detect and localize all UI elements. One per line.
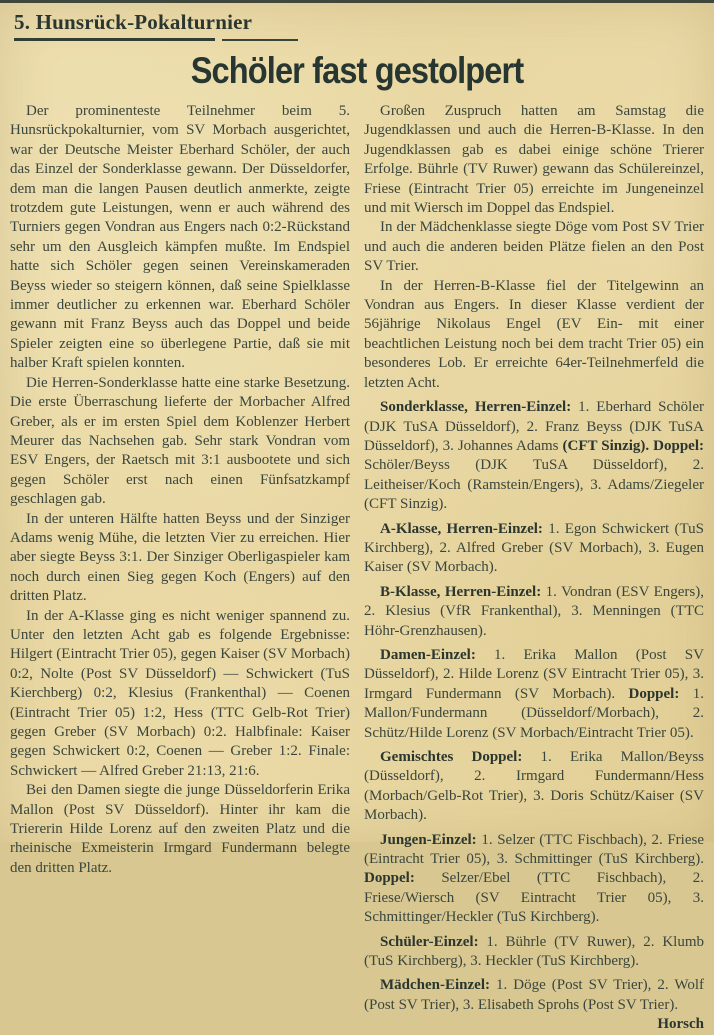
results-maedchen: Mädchen-Einzel: 1. Döge (Post SV Trier), 2. Wolf (Post SV Trier), 3. Elisabeth Sprohs (Post SV Trier). Horsch xyxy=(364,976,704,1015)
headline: Schöler fast gestolpert xyxy=(190,50,524,91)
right-column xyxy=(364,102,704,1035)
paragraph-sonderklasse: Die Herren-Sonderklasse hatte eine starke Besetzung. Die erste Überraschung lieferte der Morbacher Alfred Greber, als er im ersten Spiel dem Koblenzer Herbert Meurer das Nachsehen gab. Sehr stark Vondran vom ESV Engers, der Raetsch mit 3:1 ausbootete und sich gegen Schöler erst nach einen Fünfsatzkampf geschlagen gab. xyxy=(10,374,350,508)
paragraph-untere-haelfte: In der unteren Hälfte hatten Beyss und der Sinziger Adams wenig Mühe, die letzten Vier zu erreichen. Hier aber siegte Beyss 3:1. Der Sinziger Oberligaspieler kam noch durch einen Sieg gegen Koch (Engers) auf den dritten Platz. xyxy=(10,510,350,605)
kicker-underline xyxy=(14,38,704,42)
article-body xyxy=(10,102,704,1035)
results-schueler: Schüler-Einzel: 1. Bührle (TV Ruwer), 2. Klumb (TuS Kirchberg), 3. Heckler (TuS Kirchberg). xyxy=(364,933,704,970)
author-signature: Horsch xyxy=(657,1016,704,1033)
results-gemischtes-doppel: Gemischtes Doppel: 1. Erika Mallon/Beyss (Düsseldorf), 2. Irmgard Fundermann/Hess (Morbach/Gelb-Rot Trier), 3. Doris Schütz/Kaiser (SV Morbach). xyxy=(364,749,705,824)
underline-segment-short xyxy=(222,39,298,41)
left-column xyxy=(10,102,350,1035)
paragraph-intro: Der prominenteste Teilnehmer beim 5. Hunsrückpokalturnier, vom SV Morbach ausgerichtet, war der Deutsche Meister Eberhard Schöler, der auch das Einzel der Sonderklasse gewann. Der Düsseldorfer, dem man die langen Pausen deutlich anmerkte, zeigte trotzdem gute Leistungen, wenn er auch während des Turniers gegen Vondran aus Engers nach 0:2-Rückstand sehr um den Ausgleich kämpfen mußte. Im Endspiel hatte sich Schöler gegen seinen Vereinskameraden Beyss wieder so steigern können, daß seine Spielklasse immer deutlicher zu erkennen war. Eberhard Schöler gewann mit Franz Beyss auch das Doppel und beide Spieler zeigten eine so überlegene Partie, daß sie mit halber Kraft spielen konnten. xyxy=(10,103,350,372)
paragraph-herren-b-klasse: In der Herren-B-Klasse fiel der Titelgewinn an Vondran aus Engers. In dieser Klasse verdient der 56jährige Nikolaus Engel (EV Ein- mit einer beachtlichen Leistung noch bei dem tracht Trier 05) ein besonderes Lob. Er erreichte 64er-Teilnehmerfeld die letzten Acht. xyxy=(364,277,704,391)
results-a-klasse: A-Klasse, Herren-Einzel: 1. Egon Schwickert (TuS Kirchberg), 2. Alfred Greber (SV Morbach), 3. Eugen Kaiser (SV Morbach). xyxy=(364,520,704,576)
paragraph-damen: Bei den Damen siegte die junge Düsseldorferin Erika Mallon (Post SV Düsseldorf). Hinter ihr kam die Triererin Hilde Lorenz auf den zweiten Platz und die rheinische Exmeisterin Irmgard Fundermann belegte den dritten Platz. xyxy=(10,782,350,876)
paragraph-a-klasse: In der A-Klasse ging es nicht weniger spannend zu. Unter den letzten Acht gab es folgende Ergebnisse: Hilgert (Eintracht Trier 05), gegen Kaiser (SV Morbach) 0:2, Nolte (Post SV Düsseldorf) — Schwickert (TuS Kierchberg) 0:2, Klesius (Frankenthal) — Coenen (Eintracht Trier 05) 1:2, Hess (TTC Gelb-Rot Trier) gegen Greber (SV Morbach) 0:2. Halbfinale: Kaiser gegen Schwickert 0:2, Coenen — Greber 1:2. Finale: Schwickert — Alfred Greber 21:13, 21:6. xyxy=(10,607,350,779)
results-b-klasse: B-Klasse, Herren-Einzel: 1. Vondran (ESV Engers), 2. Klesius (VfR Frankenthal), 3. Menningen (TTC Höhr-Grenzhausen). xyxy=(364,583,704,639)
kicker-title: 5. Hunsrück-Pokalturnier xyxy=(14,10,253,34)
results-damen: Damen-Einzel: 1. Erika Mallon (Post SV Düsseldorf), 2. Hilde Lorenz (SV Eintracht Trier 05), 3. Irmgard Fundermann (SV Morbach). Doppel: 1. Mallon/Fundermann (Düsseldorf/Morbach), 2. Schütz/Hilde Lorenz (SV Morbach/Eintracht Trier 05). xyxy=(364,646,704,741)
paragraph-jugendklassen: Großen Zuspruch hatten am Samstag die Jugendklassen und auch die Herren-B-Klasse. In den Jugendklassen gab es dabei einige schöne Trierer Erfolge. Bührle (TV Ruwer) gewann das Schülereinzel, Friese (Eintracht Trier 05) erreichte im Jungeneinzel und mit Wiersch im Doppel das Endspiel. xyxy=(364,103,704,217)
underline-segment-long xyxy=(14,38,215,41)
paragraph-maedchenklasse: In der Mädchenklasse siegte Döge vom Post SV Trier und auch die anderen beiden Plätze fielen an den Post SV Trier. xyxy=(364,219,704,275)
results-jungen: Jungen-Einzel: 1. Selzer (TTC Fischbach), 2. Friese (Eintracht Trier 05), 3. Schmittinger (TuS Kirchberg). Doppel: Selzer/Ebel (TTC Fischbach), 2. Friese/Wiersch (SV Eintracht Trier 05), 3. Schmittinger/Heckler (TuS Kirchberg). xyxy=(364,831,704,926)
results-sonderklasse: Sonderklasse, Herren-Einzel: 1. Eberhard Schöler (DJK TuSA Düsseldorf), 2. Franz Beyss (DJK TuSA Düsseldorf), 3. Johannes Adams (CFT Sinzig). Doppel: Schöler/Beyss (DJK TuSA Düsseldorf), 2. Leitheiser/Koch (Ramstein/Engers), 3. Adams/Ziegeler (CFT Sinzig). xyxy=(364,399,704,513)
